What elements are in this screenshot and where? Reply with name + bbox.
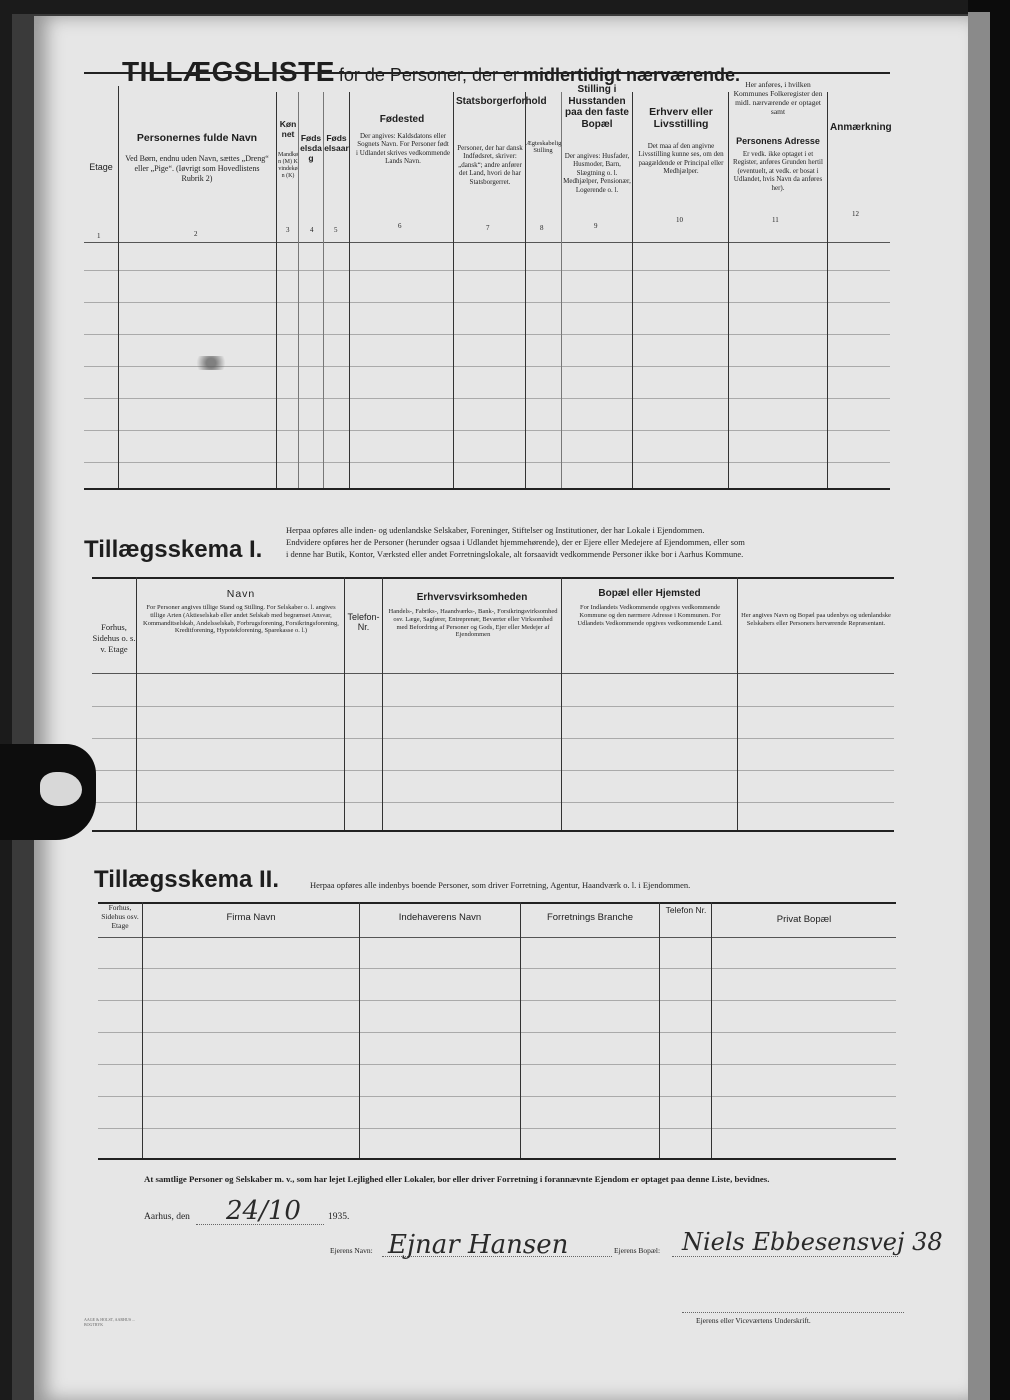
col-koen-header: Kønnet <box>279 119 297 139</box>
title-rest: for de Personer, der er <box>338 65 519 85</box>
col-stilling-header: Stilling i Husstanden paa den faste Bopæl <box>565 84 629 130</box>
skema-2-col-firma: Firma Navn <box>226 912 276 923</box>
handwritten-date: 24/10 <box>226 1196 301 1226</box>
col-num-10: 10 <box>676 216 683 224</box>
skema-1-col-navn-note: For Personer angives tillige Stand og Stilling. For Selskaber o. l. angives tillige Arten (Aktieselskab eller andet Selskab med begrænset Ansvar, Kommanditselskab, Andelsselskab, Forbrugsforening, Forsikringsforening, Kreditforening, Hypotekforening, Sparekasse o. l.) <box>143 604 339 635</box>
col-foedselsaar-header: Fødselsaar <box>324 133 349 153</box>
col-foedested-note: Der angives: Kaldsdatons eller Sognets Navn. For Personer født i Udlandet skrives vedkommende Lands Navn. <box>356 132 450 166</box>
skema-1-col-etage: Forhus, Sidehus o. s. v. Etage <box>92 622 136 655</box>
thumb-holding-page <box>0 744 96 840</box>
skema-2-col-bopael: Privat Bopæl <box>776 914 832 925</box>
col-num-7: 7 <box>486 224 490 232</box>
col-num-8: 8 <box>540 224 544 232</box>
owner-address-label: Ejerens Bopæl: <box>614 1246 661 1255</box>
form-page <box>34 16 968 1400</box>
skema-1-col-navn: Navn <box>226 588 256 600</box>
skema-1-col-telefon: Telefon-Nr. <box>347 612 380 633</box>
col-adresse-note-top: Her anføres, i hvilken Kommunes Folkeregister den midl. nærværende er optaget samt <box>733 80 823 116</box>
skema-1-col-erhverv-note: Handels-, Fabriks-, Haandværks-, Bank-, Forsikringsvirksomhed osv. Læge, Sagfører, Entreprenør, Beværter eller Virksomhed med Befordring af Personer og Gods, Ejer eller Medejer af Ejendommen <box>388 608 558 639</box>
col-anmaerkning-header: Anmærkning <box>830 122 892 133</box>
skema-2-col-telefon: Telefon Nr. <box>665 905 707 915</box>
printer-mark: AAGE & HOLST, AARHUS ... BOGTRYK <box>84 1317 136 1327</box>
title-end: midlertidigt nærværende. <box>523 65 741 85</box>
right-page-edge <box>968 0 1010 1400</box>
col-num-11: 11 <box>772 216 779 224</box>
skema-1-intro <box>286 524 906 560</box>
col-statsborger-note: Personer, der har dansk Indfødsret, skriver: „dansk“; andre anfører det Land, hvori de har Statsborgerret. <box>457 144 523 186</box>
title-bold: TILLÆGSLISTE <box>122 56 335 87</box>
skema-1-col-erhverv: Erhvervsvirksomheden <box>416 592 528 603</box>
col-foedested-header: Fødested <box>379 114 425 125</box>
skema-2-col-branche: Forretnings Branche <box>546 912 634 923</box>
col-koen-note: Mandkøn (M) Kvindekøn (K) <box>278 152 298 179</box>
col-num-2: 2 <box>194 230 198 238</box>
col-num-4: 4 <box>310 226 314 234</box>
col-adresse-header: Personens Adresse <box>736 136 820 146</box>
col-erhverv-note: Det maa af den angivne Livsstilling kunne ses, om den paagældende er Principal eller Medhjælper. <box>638 142 724 176</box>
skema-2-intro: Herpaa opføres alle indenbys boende Personer, som driver Forretning, Agentur, Haandværk o. l. i Ejendommen. <box>310 880 691 890</box>
handwritten-owner-address: Niels Ebbesensvej 38 <box>682 1228 943 1256</box>
year-text: 1935. <box>328 1212 350 1222</box>
handwritten-owner-name: Ejnar Hansen <box>388 1230 569 1260</box>
skema-1-intro-line-3: i denne har Butik, Kontor, Værksted eller andet Forretningslokale, alt forsaavidt vedkommende Personer ikke bor i Aarhus Kommune. <box>286 549 744 560</box>
skema-2-col-indehaver: Indehaverens Navn <box>398 912 482 923</box>
skema-1-intro-line-1: Herpaa opføres alle inden- og udenlandske Selskaber, Foreninger, Stiftelser og Institutioner, der har Lokale i Ejendommen. <box>286 525 705 535</box>
col-num-9: 9 <box>594 222 598 230</box>
col-num-6: 6 <box>398 222 402 230</box>
col-stilling-note: Der angives: Husfader, Husmoder, Barn, Slægtning o. l. Medhjælper, Pensionær, Logerende o. l. <box>563 152 631 194</box>
skema-1-intro-line-2: Endvidere opføres her de Personer (herunder ogsaa i Udlandet hjemmehørende), der er Ejere eller Medejere af Ejendommen, eller som <box>286 537 745 548</box>
col-erhverv-header: Erhverv eller Livsstilling <box>649 106 713 131</box>
skema-2-col-etage: Forhus, Sidehus osv. Etage <box>101 903 139 930</box>
col-adresse-note: Er vedk. ikke optaget i et Register, anføres Grunden hertil (eventuelt, at vedk. er bosat i Udlandet, hvis Navn da anføres her). <box>733 150 823 192</box>
col-navn-note: Ved Børn, endnu uden Navn, sættes „Dreng“ eller „Pige“. (Iøvrigt som Hovedlistens Rubrik 2) <box>125 154 269 183</box>
ink-smudge <box>188 356 234 370</box>
signature-label: Ejerens eller Viceværtens Underskrift. <box>696 1316 811 1325</box>
skema-1-title: Tillægsskema I. <box>84 536 263 563</box>
declaration-text: At samtlige Personer og Selskaber m. v., som har lejet Lejlighed eller Lokaler, bor eller driver Forretning i forannævnte Ejendom er optaget paa denne Liste, bevidnes. <box>144 1174 770 1184</box>
col-num-3: 3 <box>286 226 290 234</box>
skema-1-col-bopael: Bopæl eller Hjemsted <box>598 588 701 599</box>
city-date-label: Aarhus, den <box>144 1212 190 1222</box>
col-foedselsdag-header: Fødselsdag <box>300 133 322 163</box>
col-statsborger-header: Statsborgerforhold <box>456 96 547 107</box>
skema-2-title: Tillægsskema II. <box>94 866 279 893</box>
col-navn-header: Personernes fulde Navn <box>136 132 258 144</box>
col-num-1: 1 <box>97 232 101 240</box>
owner-name-label: Ejerens Navn: <box>330 1246 373 1255</box>
skema-1-col-bopael-note: For Indlandets Vedkommende opgives vedkommende Kommune og den nærmere Adresse i Kommunen. For Udlandets Vedkommende opgives vedkommende Land. <box>577 604 723 627</box>
col-aegteskab-header: Ægteskabelig Stilling <box>526 140 562 155</box>
col-etage-header: Etage <box>89 162 113 172</box>
skema-1-col-repraesentant: Her angives Navn og Bopæl paa udenbys og udenlandske Selskabers eller Personers herværende Repræsentant. <box>741 612 891 627</box>
col-num-12: 12 <box>852 210 859 218</box>
col-num-5: 5 <box>334 226 338 234</box>
